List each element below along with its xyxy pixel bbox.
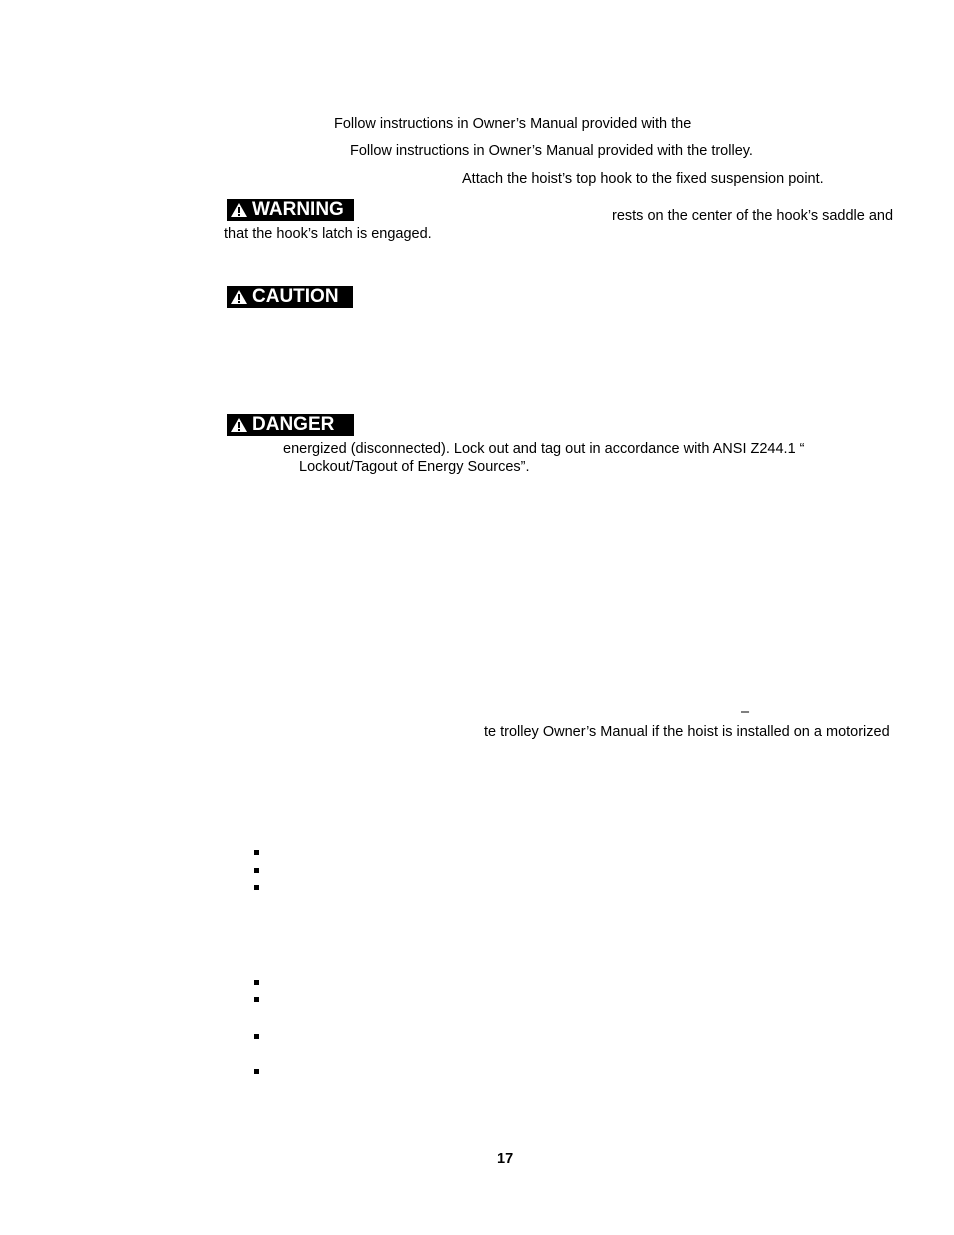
- text-line-follow-instructions-hoist: Follow instructions in Owner’s Manual provided with the: [334, 116, 692, 132]
- warning-badge: [227, 199, 354, 221]
- warning-triangle-icon: [230, 417, 248, 433]
- square-bullet-icon: [254, 1034, 259, 1039]
- text-line-dash: –: [741, 704, 750, 720]
- caution-badge-label: CAUTION: [252, 286, 339, 307]
- text-line-lockout-tagout: Lockout/Tagout of Energy Sources”.: [299, 459, 530, 475]
- square-bullet-icon: [254, 980, 259, 985]
- square-bullet-icon: [254, 997, 259, 1002]
- square-bullet-icon: [254, 885, 259, 890]
- text-line-attach-top-hook: Attach the hoist’s top hook to the fixed suspension point.: [462, 171, 824, 187]
- page-number: 17: [497, 1151, 514, 1167]
- danger-badge: [227, 414, 354, 436]
- square-bullet-icon: [254, 850, 259, 855]
- text-line-energized-disconnected: energized (disconnected). Lock out and tag out in accordance with ANSI Z244.1 “: [283, 441, 805, 457]
- warning-triangle-icon: [230, 289, 248, 305]
- warning-triangle-icon: [230, 202, 248, 218]
- caution-badge: [227, 286, 353, 308]
- text-line-follow-instructions-trolley: Follow instructions in Owner’s Manual provided with the trolley.: [350, 143, 753, 159]
- danger-badge-label: DANGER: [252, 414, 335, 435]
- text-line-rests-on-saddle: rests on the center of the hook’s saddle and: [612, 208, 894, 224]
- square-bullet-icon: [254, 868, 259, 873]
- warning-badge-label: WARNING: [252, 199, 344, 220]
- text-line-latch-engaged: that the hook’s latch is engaged.: [224, 226, 432, 242]
- text-line-trolley-owners-manual: te trolley Owner’s Manual if the hoist is installed on a motorized: [484, 724, 890, 740]
- square-bullet-icon: [254, 1069, 259, 1074]
